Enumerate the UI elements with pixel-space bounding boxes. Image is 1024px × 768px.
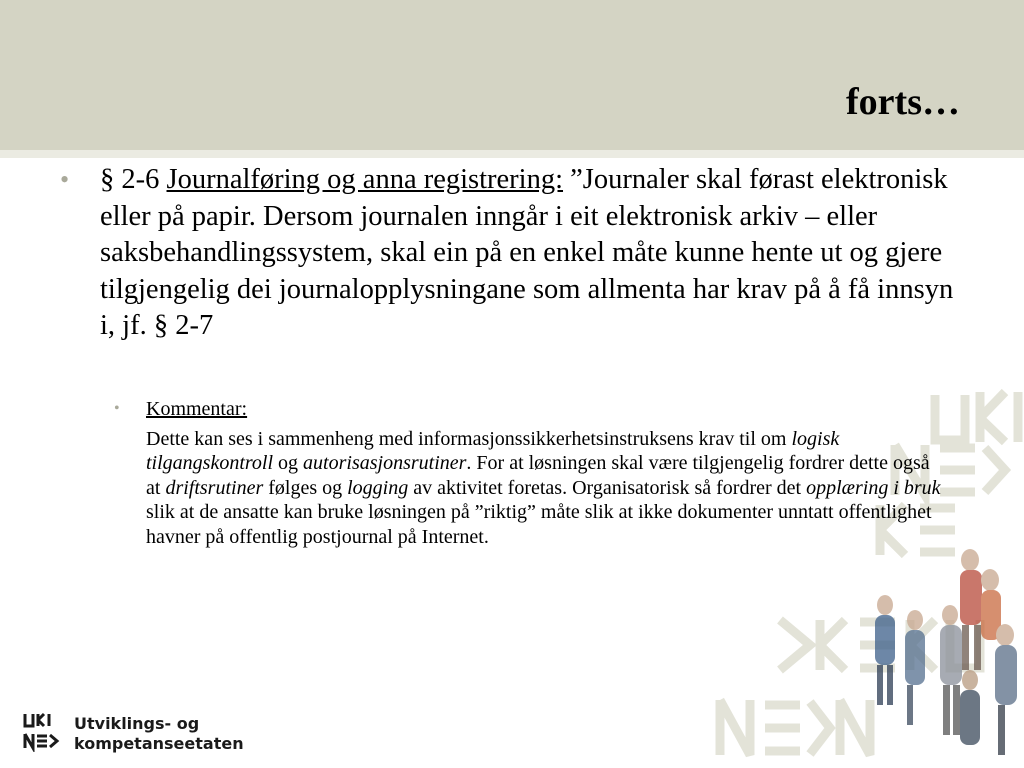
main-bullet — [60, 162, 970, 345]
organization-name-line2: kompetanseetaten — [74, 734, 244, 753]
comment-segment: . For at løsningen skal være tilgjengelig fordrer dette også at — [146, 452, 930, 499]
comment-segment-italic: opplæring i bruk — [806, 476, 941, 499]
comment-segment: følges og — [263, 476, 348, 499]
uke-logo-icon — [22, 712, 62, 752]
comment-block — [114, 397, 956, 550]
comment-segment: Dette kan ses i sammenheng med informasjonssikkerhetsinstruksens krav til om — [146, 427, 792, 450]
header-divider — [0, 150, 1024, 158]
comment-segment: slik at de ansatte kan bruke løsningen på ”riktig” måte slik at ikke dokumenter unntatt offentlighet havner på offentlig postjournal på Internet. — [146, 501, 932, 548]
comment-segment-italic: logging — [347, 476, 409, 499]
comment-segment: av aktivitet foretas. Organisatorisk så fordrer det — [408, 476, 807, 499]
bullet-icon: • — [60, 165, 70, 194]
comment-segment-italic: autorisasjonsrutiner — [303, 452, 467, 474]
sub-bullet-icon: • — [114, 399, 120, 417]
section-heading: Journalføring og anna registrering: — [166, 164, 564, 195]
organization-name — [74, 714, 244, 754]
section-reference: § 2-6 — [100, 164, 167, 195]
section-quote: ”Journaler skal førast elektronisk eller på papir. Dersom journalen inngår i eit elektronisk arkiv – eller saksbehandlingssystem, skal ein på en enkel måte kunne hente ut og gjere tilgjengelig dei journalopplysningane som allmenta har krav på å få innsyn i, jf. § 2-7 — [100, 164, 954, 341]
header-band — [0, 0, 1024, 150]
organization-logo — [22, 712, 242, 756]
comment-label: Kommentar: — [146, 397, 248, 420]
comment-bullet — [114, 397, 956, 421]
comment-segment-italic: logisk tilgangskontroll — [146, 427, 840, 474]
comment-segment: og — [273, 452, 304, 474]
slide-title: forts… — [846, 81, 960, 123]
slide-content — [60, 162, 970, 549]
comment-text — [146, 427, 946, 550]
organization-name-line1: Utviklings- og — [74, 714, 200, 733]
comment-segment-italic: driftsrutiner — [165, 476, 264, 499]
